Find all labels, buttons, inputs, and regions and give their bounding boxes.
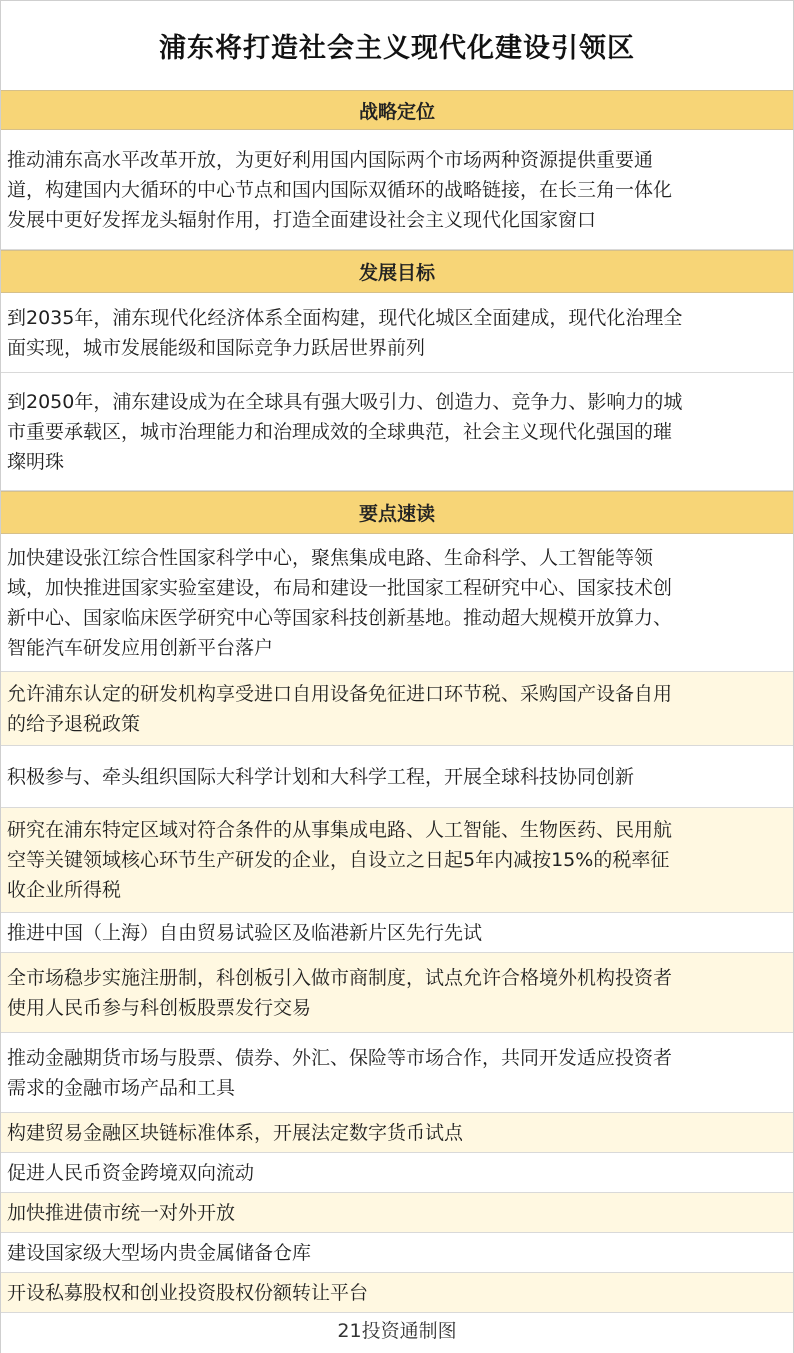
- list-item-text: 到2050年，浦东建设成为在全球具有强大吸引力、创造力、竞争力、影响力的城 市重要承载区，城市治理能力和治理成效的全球典范，社会主义现代化强国的璀 璨明珠: [7, 390, 683, 473]
- list-item: [1, 1113, 793, 1153]
- section-header-positioning: 战略定位: [1, 90, 793, 130]
- section-header-highlights: 要点速读: [1, 491, 793, 534]
- list-item-text: 构建贸易金融区块链标准体系，开展法定数字货币试点: [7, 1121, 464, 1144]
- list-item: [1, 672, 793, 746]
- list-item-text: 到2035年，浦东现代化经济体系全面构建，现代化城区全面建成，现代化治理全 面实现，城市发展能级和国际竞争力跃居世界前列: [7, 306, 683, 359]
- list-item: [1, 746, 793, 808]
- list-item: [1, 1193, 793, 1233]
- list-item: [1, 293, 793, 373]
- list-item-text: 促进人民币资金跨境双向流动: [7, 1161, 255, 1184]
- list-item-text: 允许浦东认定的研发机构享受进口自用设备免征进口环节税、采购国产设备自用 的给予退税政策: [7, 682, 673, 735]
- list-item: [1, 373, 793, 491]
- list-item: [1, 953, 793, 1033]
- list-item: [1, 534, 793, 672]
- list-item-text: 研究在浦东特定区域对符合条件的从事集成电路、人工智能、生物医药、民用航 空等关键领域核心环节生产研发的企业，自设立之日起5年内减按15%的税率征 收企业所得税: [7, 819, 673, 901]
- list-item-text: 加快建设张江综合性国家科学中心，聚焦集成电路、生命科学、人工智能等领 域，加快推进国家实验室建设，布局和建设一批国家工程研究中心、国家技术创 新中心、国家临床医学研究中心等国家科技创新基地。推动超大规模开放算力、 智能汽车研发应用创新平台落户: [7, 546, 673, 659]
- source-credit: 21投资通制图: [1, 1313, 793, 1346]
- list-item: [1, 1273, 793, 1313]
- list-item-text: 推进中国（上海）自由贸易试验区及临港新片区先行先试: [7, 921, 483, 944]
- list-item: [1, 808, 793, 913]
- list-item: [1, 1153, 793, 1193]
- list-item: [1, 130, 793, 250]
- list-item-text: 开设私募股权和创业投资股权份额转让平台: [7, 1281, 369, 1304]
- list-item-text: 积极参与、牵头组织国际大科学计划和大科学工程，开展全球科技协同创新: [7, 765, 635, 788]
- list-item-text: 建设国家级大型场内贵金属储备仓库: [7, 1241, 312, 1264]
- list-item-text: 加快推进债市统一对外开放: [7, 1201, 236, 1224]
- list-item: [1, 1033, 793, 1113]
- list-item-text: 推动金融期货市场与股票、债券、外汇、保险等市场合作，共同开发适应投资者 需求的金融市场产品和工具: [7, 1046, 673, 1099]
- section-header-goals: 发展目标: [1, 250, 793, 293]
- list-item-text: 推动浦东高水平改革开放，为更好利用国内国际两个市场两种资源提供重要通 道，构建国内大循环的中心节点和国内国际双循环的战略链接，在长三角一体化 发展中更好发挥龙头辐射作用，打造全面建设社会主义现代化国家窗口: [7, 148, 673, 231]
- list-item: [1, 1233, 793, 1273]
- list-item-text: 全市场稳步实施注册制，科创板引入做市商制度，试点允许合格境外机构投资者 使用人民币参与科创板股票发行交易: [7, 966, 673, 1019]
- list-item: [1, 913, 793, 953]
- page-title: 浦东将打造社会主义现代化建设引领区: [1, 0, 793, 90]
